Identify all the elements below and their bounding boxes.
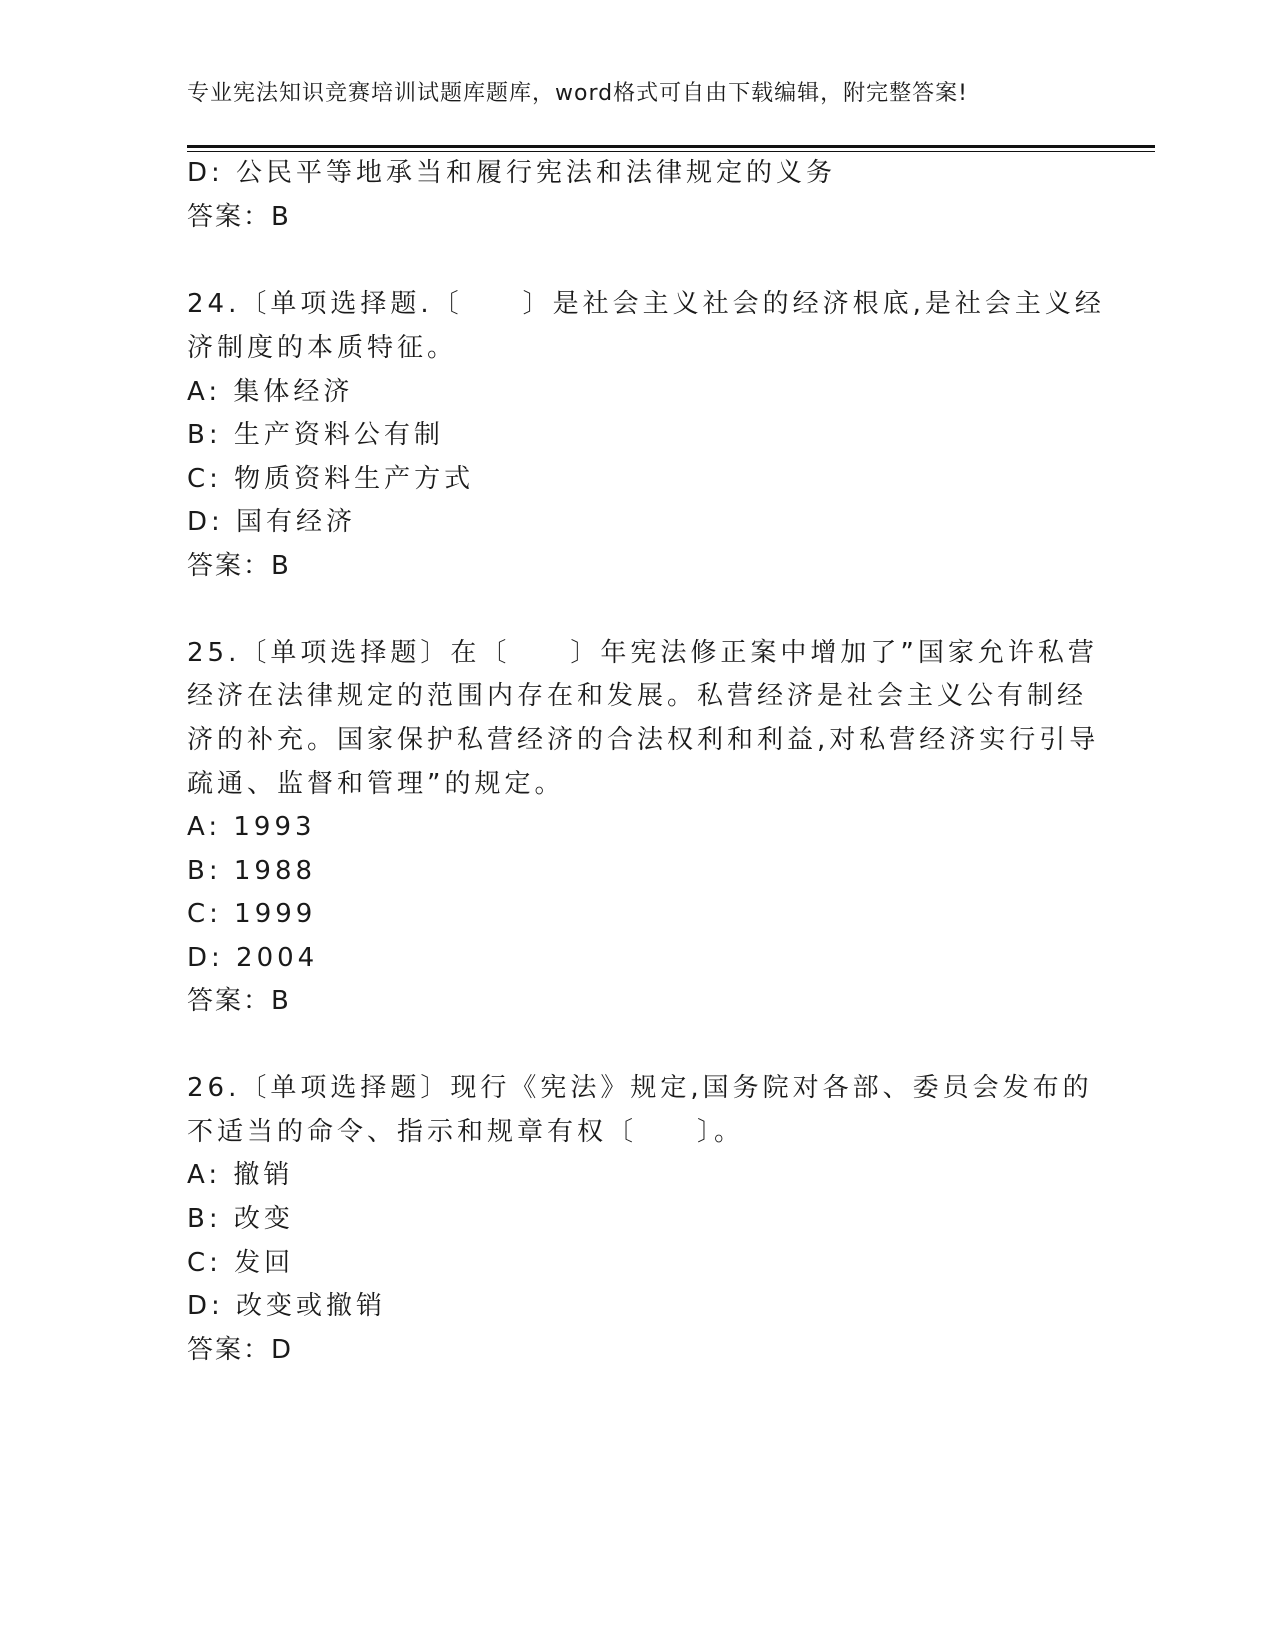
- option-a: A: 集体经济: [187, 377, 354, 407]
- answer: 答案：B: [187, 551, 291, 581]
- question-stem-line: 25.〔单项选择题〕在〔 〕年宪法修正案中增加了”国家允许私营: [187, 638, 1098, 668]
- question-stem-line: 不适当的命令、指示和规章有权〔 〕。: [187, 1117, 745, 1147]
- answer: 答案：D: [187, 1335, 294, 1365]
- option-b: B: 1988: [187, 856, 317, 886]
- option-b: B: 改变: [187, 1204, 294, 1234]
- question-stem-line: 济制度的本质特征。: [187, 333, 458, 363]
- question-stem-line: 26.〔单项选择题〕现行《宪法》规定,国务院对各部、委员会发布的: [187, 1073, 1093, 1103]
- question-stem-line: 24.〔单项选择题.〔 〕是社会主义社会的经济根底,是社会主义经: [187, 289, 1105, 319]
- option-d: D: 改变或撤销: [187, 1291, 387, 1321]
- question-stem-line: 疏通、监督和管理”的规定。: [187, 769, 565, 799]
- page-header: 专业宪法知识竞赛培训试题库题库，word格式可自由下载编辑，附完整答案!: [187, 81, 968, 106]
- option-c: C: 物质资料生产方式: [187, 464, 475, 494]
- answer: 答案：B: [187, 986, 291, 1016]
- question-stem-line: 经济在法律规定的范围内存在和发展。私营经济是社会主义公有制经: [187, 681, 1088, 711]
- option-d: D: 国有经济: [187, 507, 357, 537]
- carryover-option-d: D: 公民平等地承当和履行宪法和法律规定的义务: [187, 158, 837, 188]
- question-stem-line: 济的补充。国家保护私营经济的合法权利和利益,对私营经济实行引导: [187, 725, 1100, 755]
- option-d: D: 2004: [187, 943, 319, 973]
- option-c: C: 1999: [187, 899, 317, 929]
- option-a: A: 1993: [187, 812, 316, 842]
- option-b: B: 生产资料公有制: [187, 420, 444, 450]
- carryover-answer: 答案：B: [187, 202, 291, 232]
- option-c: C: 发回: [187, 1248, 295, 1278]
- option-a: A: 撤销: [187, 1160, 294, 1190]
- header-divider: [187, 145, 1155, 152]
